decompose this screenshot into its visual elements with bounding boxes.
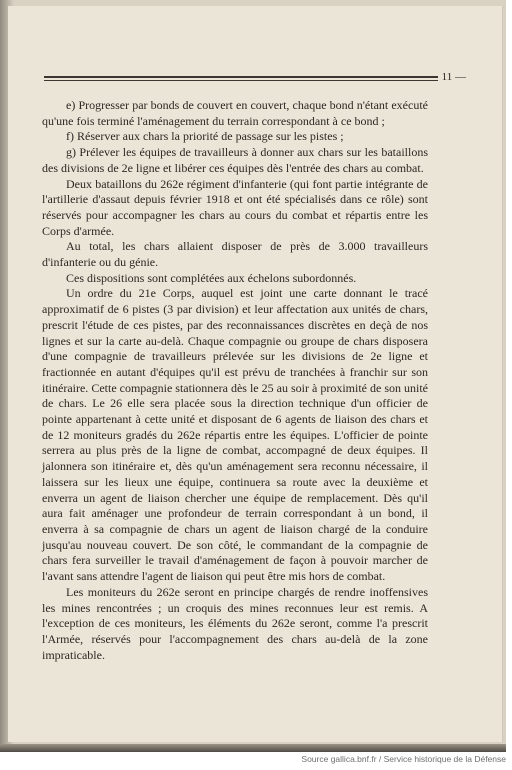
page-edge-shadow xyxy=(0,744,506,752)
source-credit: Source gallica.bnf.fr / Service historique de la Défense xyxy=(301,754,506,764)
paragraph-g: g) Prélever les équipes de travailleurs à donner aux chars sur les bataillons des divisions de 2e ligne et libérer ces équipes dès l'entrée des chars au combat. xyxy=(42,145,428,175)
page-number: 11 — xyxy=(438,70,466,84)
paragraph-ordre-21e-corps: Un ordre du 21e Corps, auquel est joint une carte donnant le tracé approximatif de 6 pistes (3 par division) et leur affectation aux unités de chars, prescrit l'étude de ces pistes, par des reconnaissances discrètes en deçà de nos lignes et sur la carte au-delà. Chaque compagnie ou groupe de chars disposera d'une compagnie de travailleurs prélevée sur les divisions de 2e ligne et fractionnée en autant d'équipes qu'il est prévu de tranchées à franchir sur son itinéraire. Cette compagnie stationnera dès le 25 au soir à proximité de son unité de chars. Le 26 elle sera placée sous la direction technique d'un officier de pointe appartenant à cette unité et disposant de 6 agents de liaison des chars et de 12 moniteurs gradés du 262e répartis entre les équipes. L'officier de pointe serrera au plus près de la ligne de combat, accompagné de deux équipes. Il jalonnera son itinéraire et, dès qu'un aménagement sera reconnu nécessaire, il laissera sur les lieux une équipe, continuera sa route avec la deuxième et enverra un agent de liaison chercher une équipe de remplacement. Dès qu'il aura fait aménager une profondeur de terrain correspondant à un bond, il enverra à sa compagnie de chars un agent de liaison chargé de la conduire jusqu'au nouveau couvert. De son côté, le commandant de la compagnie de chars fera surveiller le travail d'aménagement de façon à pouvoir marcher de l'avant sans attendre l'agent de liaison qui peut être mis hors de combat. xyxy=(42,286,428,584)
body-text xyxy=(42,98,428,663)
paragraph-f: f) Réserver aux chars la priorité de passage sur les pistes ; xyxy=(66,129,344,144)
paragraph-moniteurs: Les moniteurs du 262e seront en principe chargés de rendre inoffensives les mines rencontrées ; un croquis des mines reconnues leur est remis. A l'exception de ces moniteurs, les éléments du 262e seront, comme l'a prescrit l'Armée, réservés pour l'accompagnement des chars au-delà de la zone impraticable. xyxy=(42,584,428,662)
page-header xyxy=(44,70,466,86)
paragraph-dispositions: Ces dispositions sont complétées aux échelons subordonnés. xyxy=(66,270,357,285)
header-rule xyxy=(44,76,466,81)
paragraph-e: e) Progresser par bonds de couvert en couvert, chaque bond n'étant exécuté qu'une fois terminé l'aménagement du terrain correspondant à ce bond ; xyxy=(42,98,428,128)
paragraph-total: Au total, les chars allaient disposer de près de 3.000 travailleurs d'infanterie ou du génie. xyxy=(42,239,428,270)
document-page xyxy=(8,6,503,742)
paragraph-bataillons: Deux bataillons du 262e régiment d'infanterie (qui font partie intégrante de l'artillerie d'assaut depuis février 1918 et ont été spécialisés dans ce rôle) sont réservés pour accompagner les chars au cours du combat et répartis entre les Corps d'armée. xyxy=(42,176,428,238)
